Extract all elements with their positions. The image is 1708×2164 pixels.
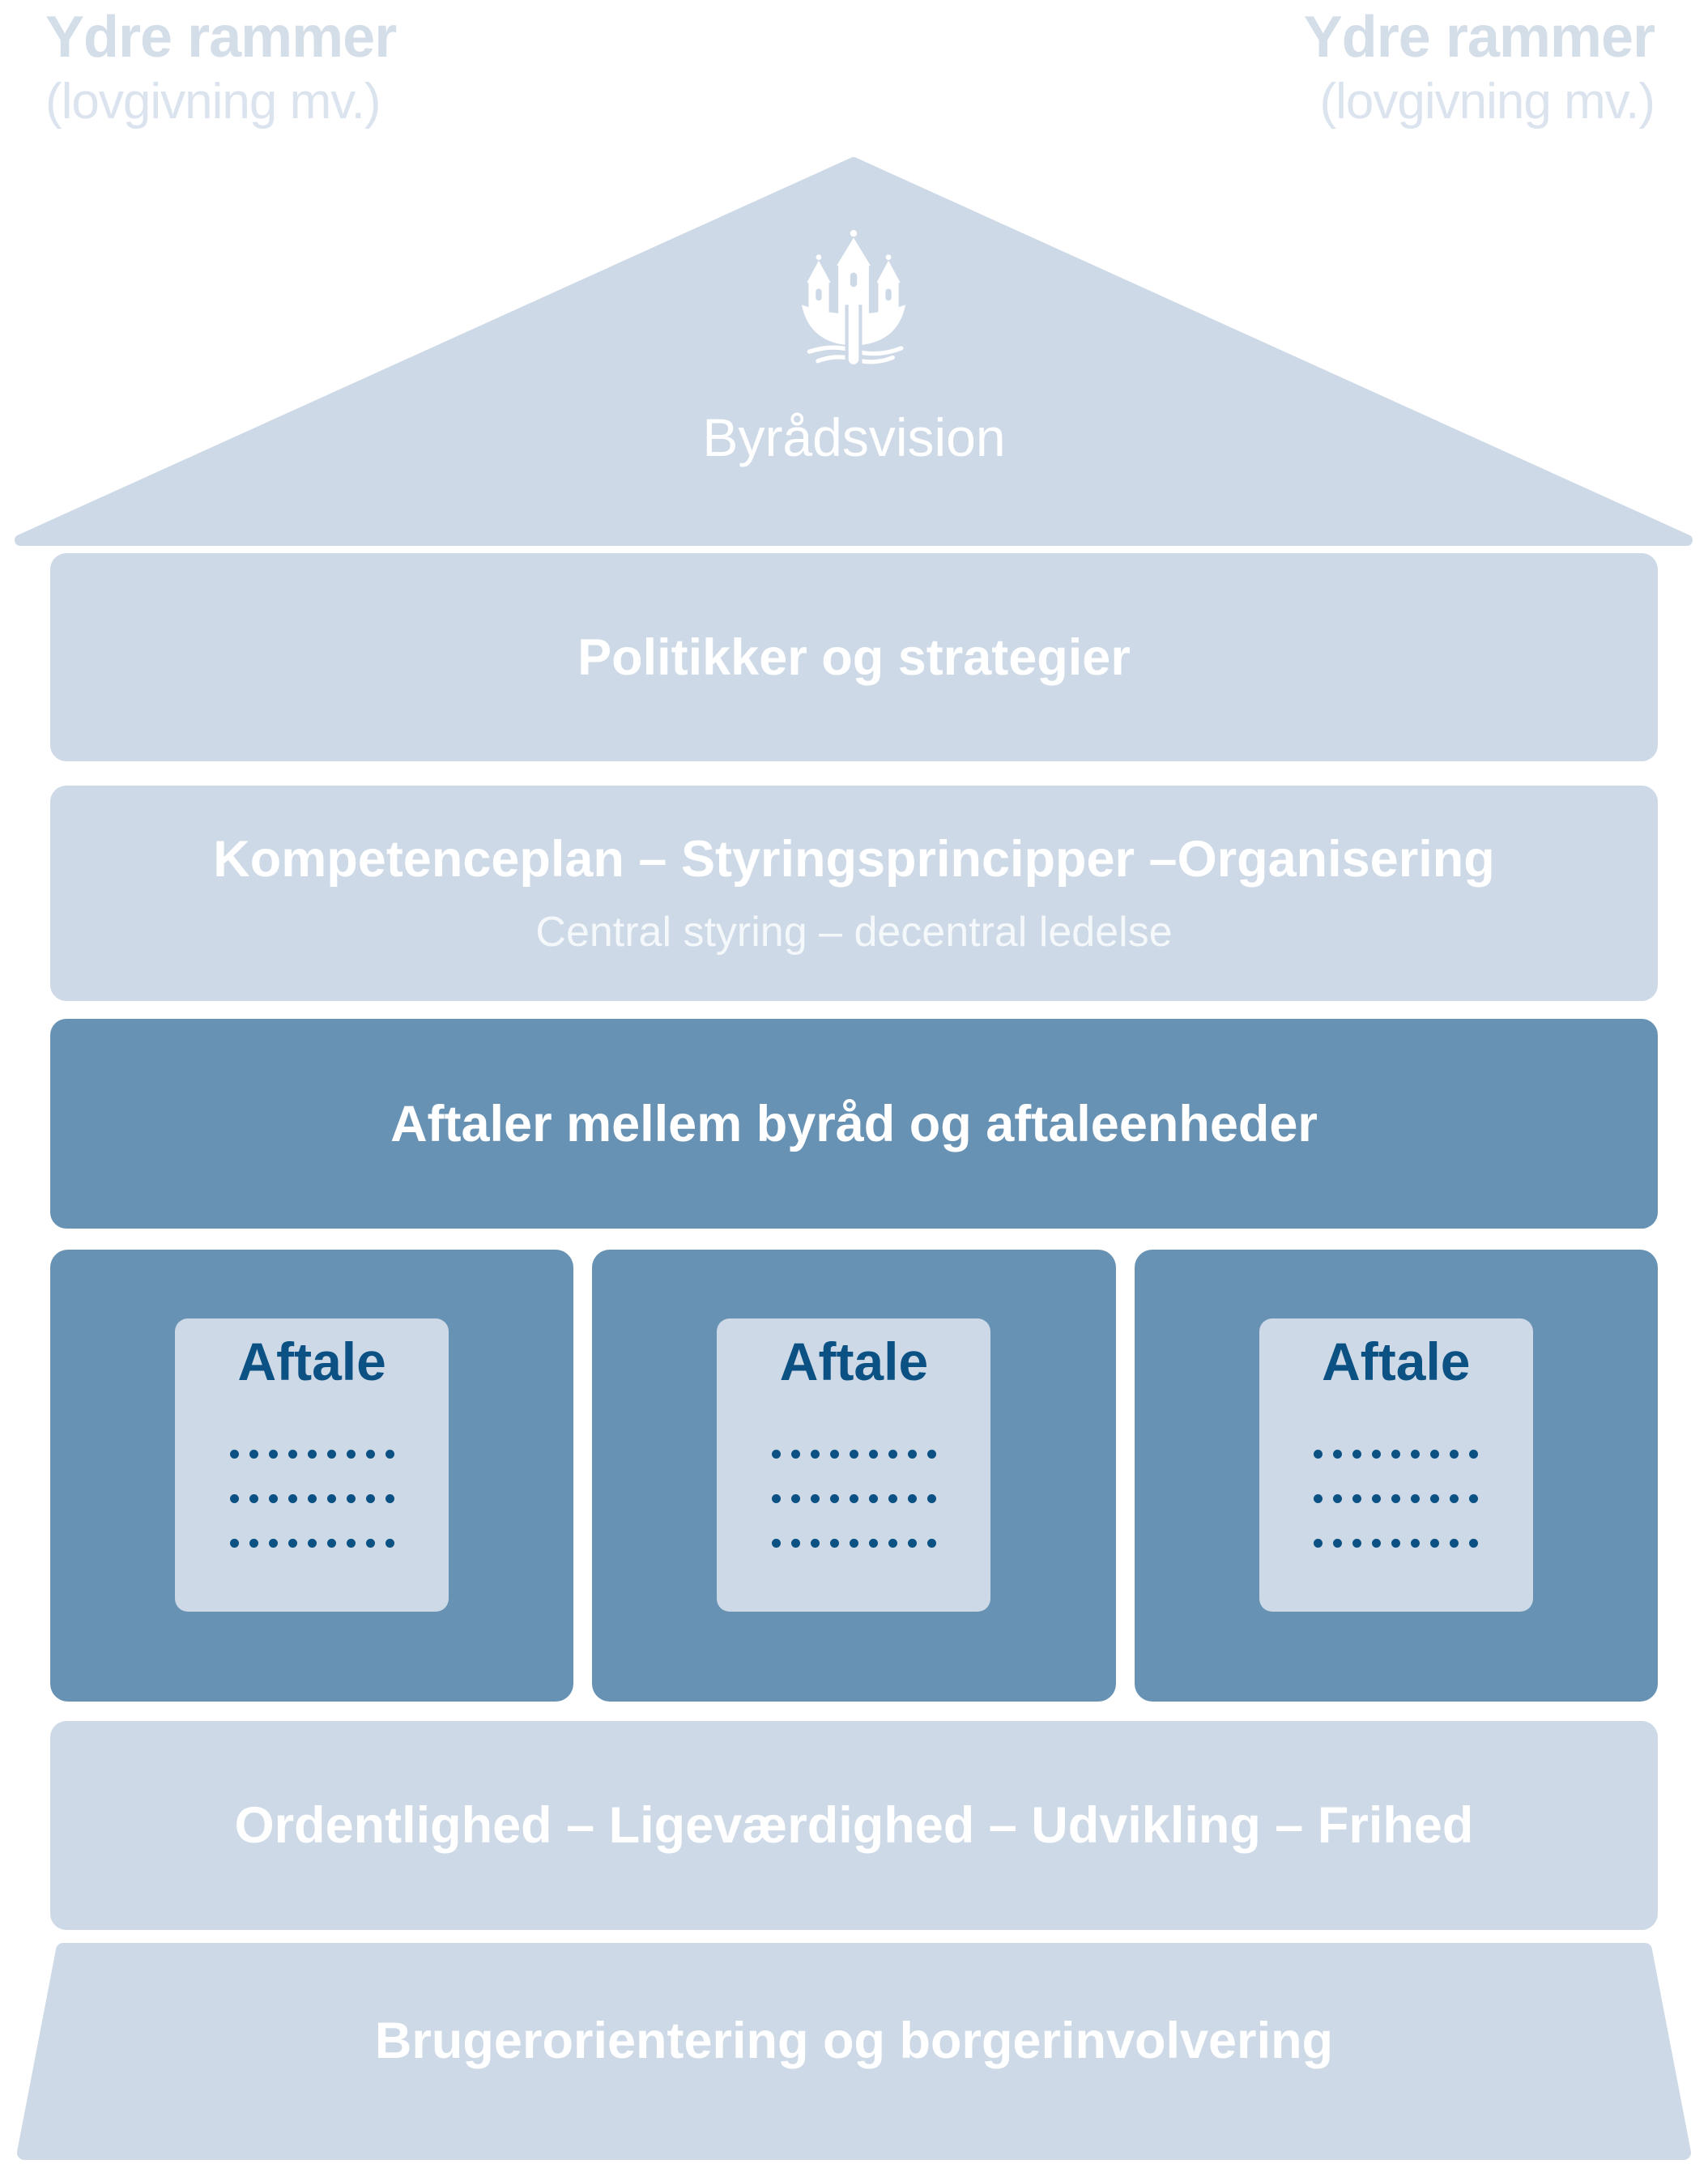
- dot: [1352, 1539, 1361, 1548]
- dot: [772, 1450, 781, 1459]
- outer-frame-subtitle: (lovgivning mv.): [1319, 73, 1655, 130]
- dot: [230, 1494, 239, 1503]
- dot: [1450, 1450, 1459, 1459]
- dot: [772, 1539, 781, 1548]
- agreement-panels: [50, 1250, 1658, 1702]
- dot: [288, 1494, 297, 1503]
- row-label: Kompetenceplan – Styringsprincipper –Organisering: [213, 831, 1495, 888]
- dot: [385, 1450, 394, 1459]
- dot: [869, 1450, 878, 1459]
- dot: [385, 1494, 394, 1503]
- dot: [830, 1450, 839, 1459]
- base-label: Brugerorientering og borgerinvolvering: [374, 2013, 1334, 2069]
- dot: [888, 1450, 897, 1459]
- agreement-panel-1: [50, 1250, 573, 1702]
- roof-title: Byrådsvision: [702, 407, 1006, 467]
- row-vaerdier: [50, 1721, 1658, 1930]
- dot: [888, 1539, 897, 1548]
- dot: [811, 1450, 820, 1459]
- dot: [1314, 1539, 1323, 1548]
- dot: [366, 1494, 375, 1503]
- row-label: Ordentlighed – Ligeværdighed – Udvikling – Frihed: [234, 1797, 1474, 1854]
- dot: [1333, 1539, 1342, 1548]
- row-kompetenceplan: [50, 786, 1658, 1001]
- dot: [288, 1450, 297, 1459]
- dot: [1333, 1494, 1342, 1503]
- dot: [772, 1494, 781, 1503]
- dot: [288, 1539, 297, 1548]
- aftale-dotted-text: [1314, 1450, 1478, 1548]
- dot: [1430, 1539, 1439, 1548]
- dot: [908, 1450, 917, 1459]
- dot: [327, 1539, 336, 1548]
- dot: [308, 1494, 317, 1503]
- dot: [249, 1494, 258, 1503]
- dot: [269, 1494, 278, 1503]
- dot: [347, 1450, 356, 1459]
- aftale-card-title: Aftale: [779, 1331, 929, 1391]
- row-label: Aftaler mellem byråd og aftaleenheder: [390, 1095, 1318, 1152]
- dotted-line: [1314, 1494, 1478, 1503]
- dot: [230, 1539, 239, 1548]
- dot: [1450, 1539, 1459, 1548]
- dot: [1372, 1539, 1381, 1548]
- aftale-dotted-text: [772, 1450, 936, 1548]
- dot: [850, 1494, 858, 1503]
- outer-frame-label-right: [1304, 3, 1655, 131]
- row-sublabel: Central styring – decentral ledelse: [535, 909, 1173, 956]
- dot: [308, 1450, 317, 1459]
- dotted-line: [772, 1494, 936, 1503]
- dot: [1314, 1450, 1323, 1459]
- dot: [850, 1539, 858, 1548]
- dotted-line: [772, 1539, 936, 1548]
- dot: [1333, 1450, 1342, 1459]
- dot: [366, 1450, 375, 1459]
- dotted-line: [230, 1539, 394, 1548]
- dot: [1391, 1450, 1400, 1459]
- aftale-card: [1259, 1318, 1533, 1612]
- dotted-line: [230, 1450, 394, 1459]
- row-politikker-og-strategier: [50, 553, 1658, 761]
- dot: [791, 1539, 800, 1548]
- dot: [888, 1494, 897, 1503]
- municipality-castle-logo-icon: [799, 230, 909, 366]
- dot: [791, 1494, 800, 1503]
- dot: [249, 1539, 258, 1548]
- dot: [1372, 1494, 1381, 1503]
- agreement-panel-2: [592, 1250, 1115, 1702]
- aftale-card: [717, 1318, 990, 1612]
- outer-frame-title: Ydre rammer: [45, 5, 397, 70]
- dot: [1469, 1450, 1478, 1459]
- dot: [927, 1539, 936, 1548]
- dot: [327, 1450, 336, 1459]
- agreement-panel-3: [1135, 1250, 1658, 1702]
- dot: [1411, 1539, 1420, 1548]
- dot: [1391, 1494, 1400, 1503]
- dot: [850, 1450, 858, 1459]
- dot: [1430, 1450, 1439, 1459]
- dot: [811, 1494, 820, 1503]
- dot: [927, 1450, 936, 1459]
- dot: [869, 1494, 878, 1503]
- dot: [1469, 1539, 1478, 1548]
- dot: [811, 1539, 820, 1548]
- dot: [385, 1539, 394, 1548]
- dot: [869, 1539, 878, 1548]
- dot: [249, 1450, 258, 1459]
- dot: [1372, 1450, 1381, 1459]
- dot: [830, 1494, 839, 1503]
- dotted-line: [230, 1494, 394, 1503]
- dot: [327, 1494, 336, 1503]
- aftale-card-title: Aftale: [1322, 1331, 1471, 1391]
- dot: [908, 1539, 917, 1548]
- dot: [1314, 1494, 1323, 1503]
- dot: [1352, 1494, 1361, 1503]
- dot: [1391, 1539, 1400, 1548]
- dot: [269, 1539, 278, 1548]
- dot: [366, 1539, 375, 1548]
- row-aftaler: [50, 1019, 1658, 1229]
- dotted-line: [1314, 1539, 1478, 1548]
- dot: [347, 1494, 356, 1503]
- aftale-dotted-text: [230, 1450, 394, 1548]
- dot: [1450, 1494, 1459, 1503]
- aftale-card: [175, 1318, 449, 1612]
- dot: [1469, 1494, 1478, 1503]
- dot: [830, 1539, 839, 1548]
- outer-frame-subtitle: (lovgivning mv.): [45, 73, 381, 130]
- outer-frame-label-left: [45, 3, 396, 131]
- outer-frame-title: Ydre rammer: [1303, 5, 1655, 70]
- dot: [927, 1494, 936, 1503]
- dotted-line: [772, 1450, 936, 1459]
- aftale-card-title: Aftale: [237, 1331, 386, 1391]
- row-label: Politikker og strategier: [577, 628, 1131, 686]
- dot: [347, 1539, 356, 1548]
- dot: [230, 1450, 239, 1459]
- dot: [1352, 1450, 1361, 1459]
- dotted-line: [1314, 1450, 1478, 1459]
- dot: [269, 1450, 278, 1459]
- dot: [791, 1450, 800, 1459]
- dot: [1411, 1494, 1420, 1503]
- dot: [308, 1539, 317, 1548]
- dot: [1430, 1494, 1439, 1503]
- dot: [1411, 1450, 1420, 1459]
- dot: [908, 1494, 917, 1503]
